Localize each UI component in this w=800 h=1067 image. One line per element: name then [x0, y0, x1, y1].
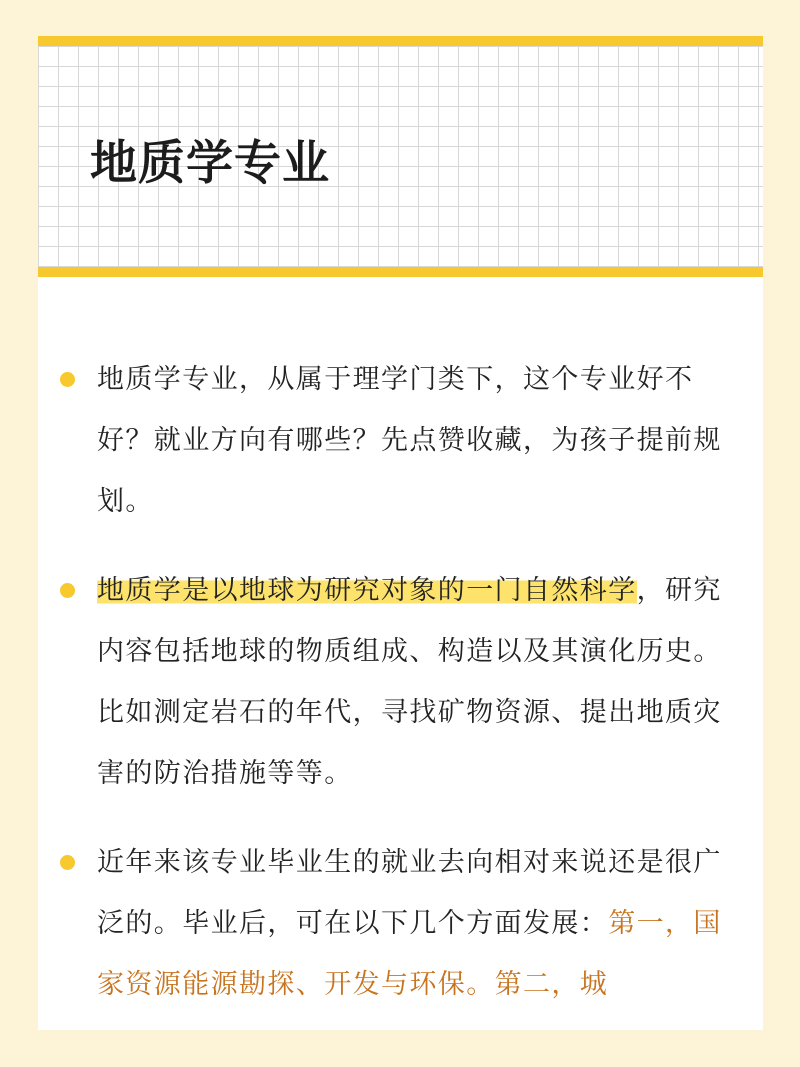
bullet-dot-icon	[60, 583, 75, 598]
highlighted-text: 地质学是以地球为研究对象的一门自然科学	[97, 575, 637, 606]
paragraph-text: ，研究内容包括地球的物质组成、构造以及其演化历史。比如测定岩石的年代，寻找矿物资源、提出地质灾害的防治措施等等。	[97, 575, 722, 789]
page-title: 地质学专业	[90, 136, 330, 191]
accent-text: 第一，国家资源能源勘探、开发与环保。第二，城	[97, 908, 722, 1000]
bullet-dot-icon	[60, 372, 75, 387]
article-body	[38, 349, 763, 1043]
content-card	[38, 36, 763, 1030]
bullet-dot-icon	[60, 855, 75, 870]
grid-header	[38, 36, 763, 277]
paragraph-text: 近年来该专业毕业生的就业去向相对来说还是很广泛的。毕业后，可在以下几个方面发展：	[97, 847, 722, 939]
paragraph-careers	[38, 832, 763, 1015]
paragraph-intro	[38, 349, 763, 532]
paragraph-definition	[38, 560, 763, 804]
paragraph-text: 地质学专业，从属于理学门类下，这个专业好不好？就业方向有哪些？先点赞收藏，为孩子提前规划。	[97, 364, 722, 517]
